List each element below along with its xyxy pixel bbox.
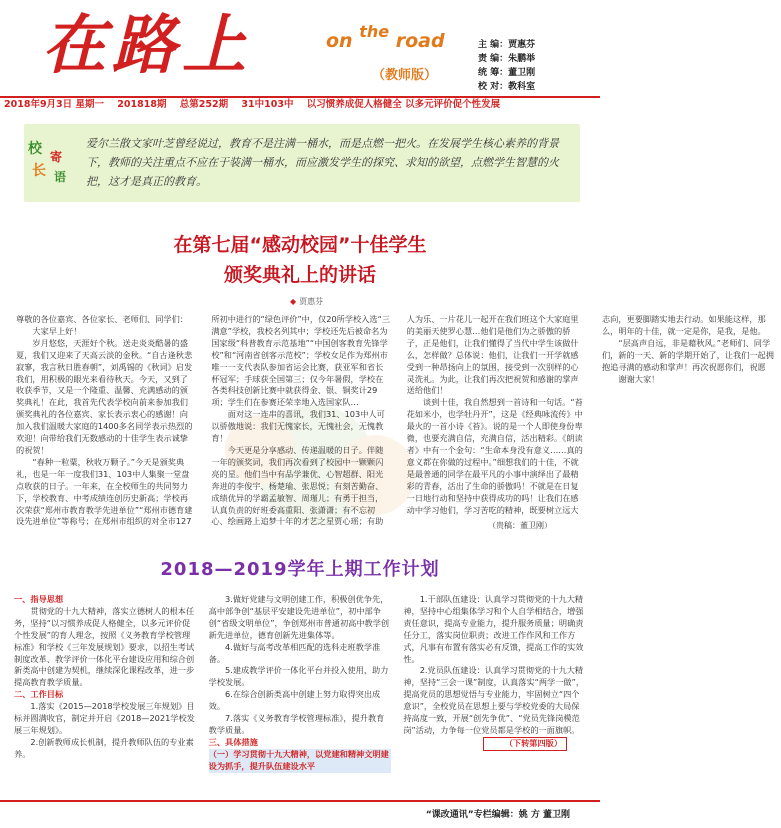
footer-editors: “课改通讯”专栏编辑：姚 方 董卫刚 (425, 810, 570, 820)
continued-notice: （下转第四版） (483, 737, 567, 751)
page-footer (0, 800, 600, 828)
edition-label: （教师版） (372, 68, 438, 83)
badge-char: 寄 (50, 150, 63, 164)
credit-line: 校 对：教科室 (478, 82, 536, 92)
paragraph: “春种一粒粟，秋收万颗子。”今天是颁奖典礼，也是一年一度我们31、103中人集聚一堂盘点收获的日子。一年来，在全校师生的共同努力下，学校教育、中考成绩连创历史新高；学校再次荣获“郑州市教育教学先进单位”“郑州市德育建设先进单位”等称号；在郑州市组织的对全市127所初中进行的“绿色评价”中，仅20所学校入选“三满意”学校，我校名列其中；学校还先后被命名为国家级“科普教育示范基地”“中国创客教育先锋学校”和“河南省创客示范校”；学校女足作为郑州市唯一一支代表队参加省运会比赛，获亚军和省长杯冠军；手球获全国第三；仅今年暑假，学校在各类科技创新比赛中就获得金、银、铜奖计29项；学生们在参赛还荣幸地入选国家队… (16, 314, 391, 527)
paragraph: 1.落实《2015—2018学校发展三年规划》目标并圆满收官，制定并开启《2018—2021学校发展三年规划》。 (14, 701, 195, 735)
paragraph: 4.做好与高考改革相匹配的选科走班教学准备。 (208, 641, 381, 664)
article-title-line: 在第七届“感动校园”十佳学生 (173, 234, 427, 256)
paragraph: 今天更是分享感动、传递温暖的日子。伴随一年的颁奖词，我们再次看到了校园中一颗颗闪亮的星。他们当中有品学兼优、心智超群、阳光奔进的李俊宇、杨楚瑜、张思悦；有刻苦勤奋、成绩优异的学霸孟敏智、周瑾儿；有勇于担当，认真负责的好班委高重阳、张潇潇；有不忘初心、绘画路上追梦十年的才艺之星贾心瑶；有助人为乐、一片花儿一起开在我们班这个大家庭里的美丽天使罗心慧…他们是他们为之骄傲的骄子，正是他们，让我们懂得了当代中学生该做什么，怎样做？总体说：他们，让我们一开学就感受到一种昂扬向上的氛围，接受到一次别样的心灵洗礼。为此，让我们再次把祝贺和感谢的掌声送给他们！ (211, 314, 579, 527)
paragraph: 3.做好党建与文明创建工作，积极创优争先，高中部争创“基层平安建设先进单位”，初中部争创“省级文明单位”，争创郑州市普通初高中教学创新先进单位，德育创新先进集体等。 (208, 594, 390, 640)
paragraph: “层高声自远，非是藉秋风。”老师们、同学们，新的一天、新的学期开始了，让我们一起拥抱追寻满的感动和掌声！再次祝愿你们，祝愿 (601, 337, 774, 372)
masthead (0, 0, 600, 92)
highlighted-subheading: （一）学习贯彻十九大精神，以党建和精神文明建设为抓手，提升队伍建设水平 (209, 749, 392, 773)
principal-message-badge (28, 138, 76, 188)
paragraph: 贯彻党的十九大精神，落实立德树人的根本任务，坚持“以习惯养成促人格健全，以多元评价促个性发展”的育人理念，按照《义务教育学校管理标准》和学校《三年发展规划》要求，以招生考试制度改革、教学评价一体化平台建设应用和综合创新类高中创建为契机，继续深化课程改革，进一步提高教育教学质量。 (14, 605, 195, 688)
en-word-road: road (395, 30, 445, 52)
section-heading: 二、工作目标 (14, 689, 64, 700)
paragraph: 1.干部队伍建设：认真学习贯彻党的十九大精神，坚持中心组集体学习和个人自学相结合，增强责任意识，提高专业能力，提升服务质量；明确责任分工，落实岗位职责；改进工作作风和工作方式，凡事有布置有落实必有反馈，提高工作的实效性。 (403, 594, 584, 664)
principal-quote-text: 爱尔兰散文家叶芝曾经说过，教育不是注满一桶水，而是点燃一把火。在发展学生核心素养的背景下，教师的关注重点不应在于装满一桶水，而应激发学生的探究、求知的欲望，点燃学生智慧的火把，这才是真正的教育。 (86, 137, 559, 188)
work-plan-body (14, 594, 586, 790)
article-body (16, 314, 774, 538)
issue-info-bar (0, 96, 600, 112)
total-issue: 总第252期 (179, 99, 229, 110)
badge-char: 校 (28, 141, 42, 157)
article-title (0, 230, 600, 290)
paragraph: 2.党员队伍建设：认真学习贯彻党的十九大精神，坚持“三会一课”制度，认真落实“两学一做”，提高党员的思想觉悟与专业能力，牢固树立“四个意识”，全校党员在思想上要与学校党委的大局保持高度一致，开展“创先争优”、“党员先锋岗模范岗”活动，力争每一位党员都是学校的一面旗帜。 (403, 665, 585, 735)
credit-line: 主 编：贾惠芬 (478, 40, 536, 50)
work-plan-title: 2018—2019学年上期工作计划 (160, 559, 440, 580)
paragraph: 2.创新教师成长机制，提升教师队伍的专业素养。 (14, 736, 194, 759)
credit-line: 责 编：朱鹏举 (478, 54, 536, 64)
paragraph: 5.建成教学评价一体化平台并投入使用，助力学校发展。 (208, 665, 389, 688)
paragraph: 6.在综合创新类高中创建上努力取得突出成效。 (208, 689, 381, 712)
paragraph: 大家早上好！ (32, 325, 82, 336)
en-word-the: the (359, 22, 390, 41)
school-motto: 以习惯养成促人格健全 以多元评价促个性发展 (306, 99, 501, 110)
credits-list (478, 38, 598, 94)
credit-line: 统 筹：董卫刚 (478, 68, 536, 78)
article-author: ◆ 贾惠芬 (290, 296, 323, 307)
principal-quote-box (24, 124, 580, 202)
issue-number: 201818期 (117, 99, 167, 110)
badge-char: 语 (54, 170, 67, 184)
section-heading: 三、具体措施 (208, 736, 258, 747)
paragraph: 尊敬的各位嘉宾、各位家长、老师们、同学们： (16, 314, 188, 324)
en-word-on: on (326, 30, 353, 52)
school-code: 31中103中 (241, 99, 294, 110)
issue-date: 2018年9月3日 星期一 (4, 99, 104, 110)
newspaper-title: 在路上 (42, 8, 252, 83)
paragraph: 7.落实《义务教育学校管理标准》，提升教育教学质量。 (208, 713, 385, 735)
english-subtitle (326, 22, 445, 52)
paragraph: 面对这一连串的喜讯，我们31、103中人可以骄傲地说：我们无愧家长，无愧社会，无愧教育！ (211, 409, 385, 444)
paragraph: 谈到十佳，我自然想到一首诗和一句话。“苔花如米小，也学牡丹开”，这是《经典咏流传》中最火的一首小诗《苔》。说的是一个人即使身份卑微，也要充满自信，充满自信，活出精彩。《朗读者》中有一个金句：“生命本身没有意义……真的意义都在你做的过程中。”细想我们的十佳，不就是最普通的同学在最平凡的小事中演绎出了最精彩的青春，活出了生命的骄傲吗！不就是在日复一日地行动和坚持中获得成功的吗！让我们在感动中学习他们，学习苦吃的精神，既要树立远大志向，更要脚踏实地去行动。如果能这样，那么，明年的十佳，就一定是你，是我，是他。 (406, 314, 766, 515)
article-title-line: 颁奖典礼上的讲话 (223, 264, 376, 286)
section-heading: 一、指导思想 (14, 594, 64, 604)
article-editor-sign: （贵稿：董卫刚） (488, 521, 552, 530)
paragraph: 岁月悠悠，天涯好个秋。送走炎炎酷暑的盛夏，我们又迎来了天高云淡的金秋。“自古逢秋悲寂寥，我言秋日胜春朝”，刘禹锡的《秋词》启发我们，用积极的眼光来看待秋天。今天，又到了收获季节，又是一个隆重、温馨、充满感动的颁奖典礼！在此，我首先代表学校向前来参加我们颁奖典礼的各位嘉宾、家长表示衷心的感谢！向加入我们温暖大家庭的1400多名同学表示热烈的欢迎！向带给我们无数感动的十佳学生表示诚挚的祝贺！ (16, 337, 193, 455)
paragraph: 谢谢大家！ (618, 373, 660, 384)
badge-char: 长 (32, 163, 46, 179)
